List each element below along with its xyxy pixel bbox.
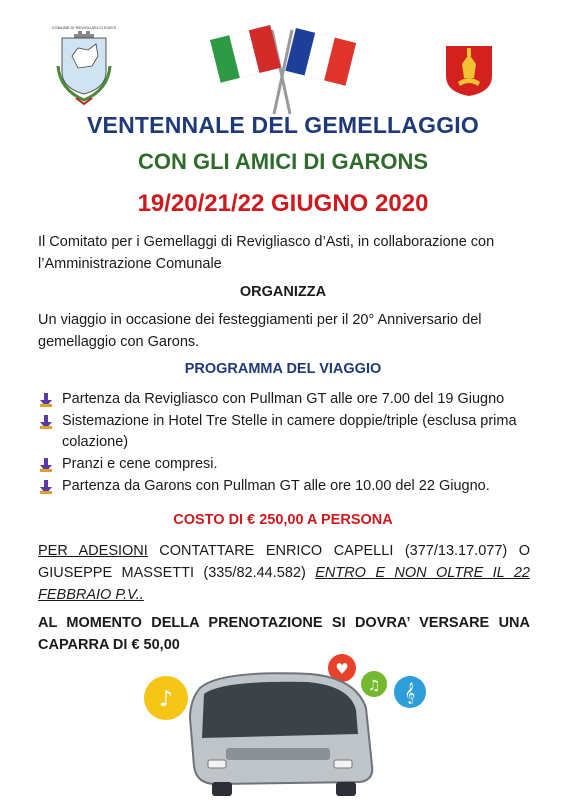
intro-paragraph: Il Comitato per i Gemellaggi di Revigliasco d’Asti, in collaborazione con l’Amministrazione Comunale xyxy=(38,234,495,272)
svg-text:♥: ♥ xyxy=(335,660,349,678)
header xyxy=(0,0,566,112)
italy-france-flags-icon xyxy=(200,22,365,117)
revigliasco-crest-icon xyxy=(50,22,118,108)
programma-heading: PROGRAMMA DEL VIAGGIO xyxy=(184,361,382,377)
list-item xyxy=(38,389,530,410)
contact-paragraph xyxy=(38,540,530,606)
list-item-text: Partenza da Revigliasco con Pullman GT alle ore 7.00 del 19 Giugno xyxy=(62,391,505,407)
deposit-notice: AL MOMENTO DELLA PRENOTAZIONE SI DOVRA’ VERSARE UNA CAPARRA DI € 50,00 xyxy=(38,615,530,653)
svg-text:𝄞: 𝄞 xyxy=(404,683,416,704)
garons-crest-icon xyxy=(444,44,494,98)
organizza-paragraph: Un viaggio in occasione dei festeggiamenti per il 20° Anniversario del gemellaggio con Garons. xyxy=(38,312,482,350)
cost-line: COSTO DI € 250,00 A PERSONA xyxy=(173,512,393,528)
arrow-bullet-icon xyxy=(38,457,54,473)
contact-lead: PER ADESIONI xyxy=(38,543,148,559)
bus-with-music-notes-icon xyxy=(130,648,430,800)
arrow-bullet-icon xyxy=(38,479,54,495)
event-title: VENTENNALE DEL GEMELLAGGIO xyxy=(87,112,479,138)
contact-body: CONTATTARE ENRICO CAPELLI (377/13.17.077) O GIUSEPPE MASSETTI (335/82.44.582) xyxy=(38,543,530,581)
list-item xyxy=(38,476,530,497)
arrow-bullet-icon xyxy=(38,392,54,408)
arrow-bullet-icon xyxy=(38,414,54,430)
list-item xyxy=(38,454,530,475)
event-subtitle: CON GLI AMICI DI GARONS xyxy=(137,149,429,174)
organizza-heading: ORGANIZZA xyxy=(239,284,327,300)
svg-text:♪: ♪ xyxy=(158,687,174,712)
list-item-text: Partenza da Garons con Pullman GT alle ore 10.00 del 22 Giugno. xyxy=(62,478,490,494)
list-item-text: Sistemazione in Hotel Tre Stelle in camere doppie/triple (esclusa prima colazione) xyxy=(62,413,517,450)
programma-list xyxy=(38,389,530,498)
event-dates: 19/20/21/22 GIUGNO 2020 xyxy=(137,190,429,217)
list-item xyxy=(38,411,530,453)
list-item-text: Pranzi e cene compresi. xyxy=(62,456,218,472)
crest-caption: COMUNE DI REVIGLIASCO D'ASTI xyxy=(51,25,117,30)
svg-text:♫: ♫ xyxy=(367,678,381,694)
contact-deadline: ENTRO E NON OLTRE IL 22 FEBBRAIO P.V.. xyxy=(38,565,530,603)
